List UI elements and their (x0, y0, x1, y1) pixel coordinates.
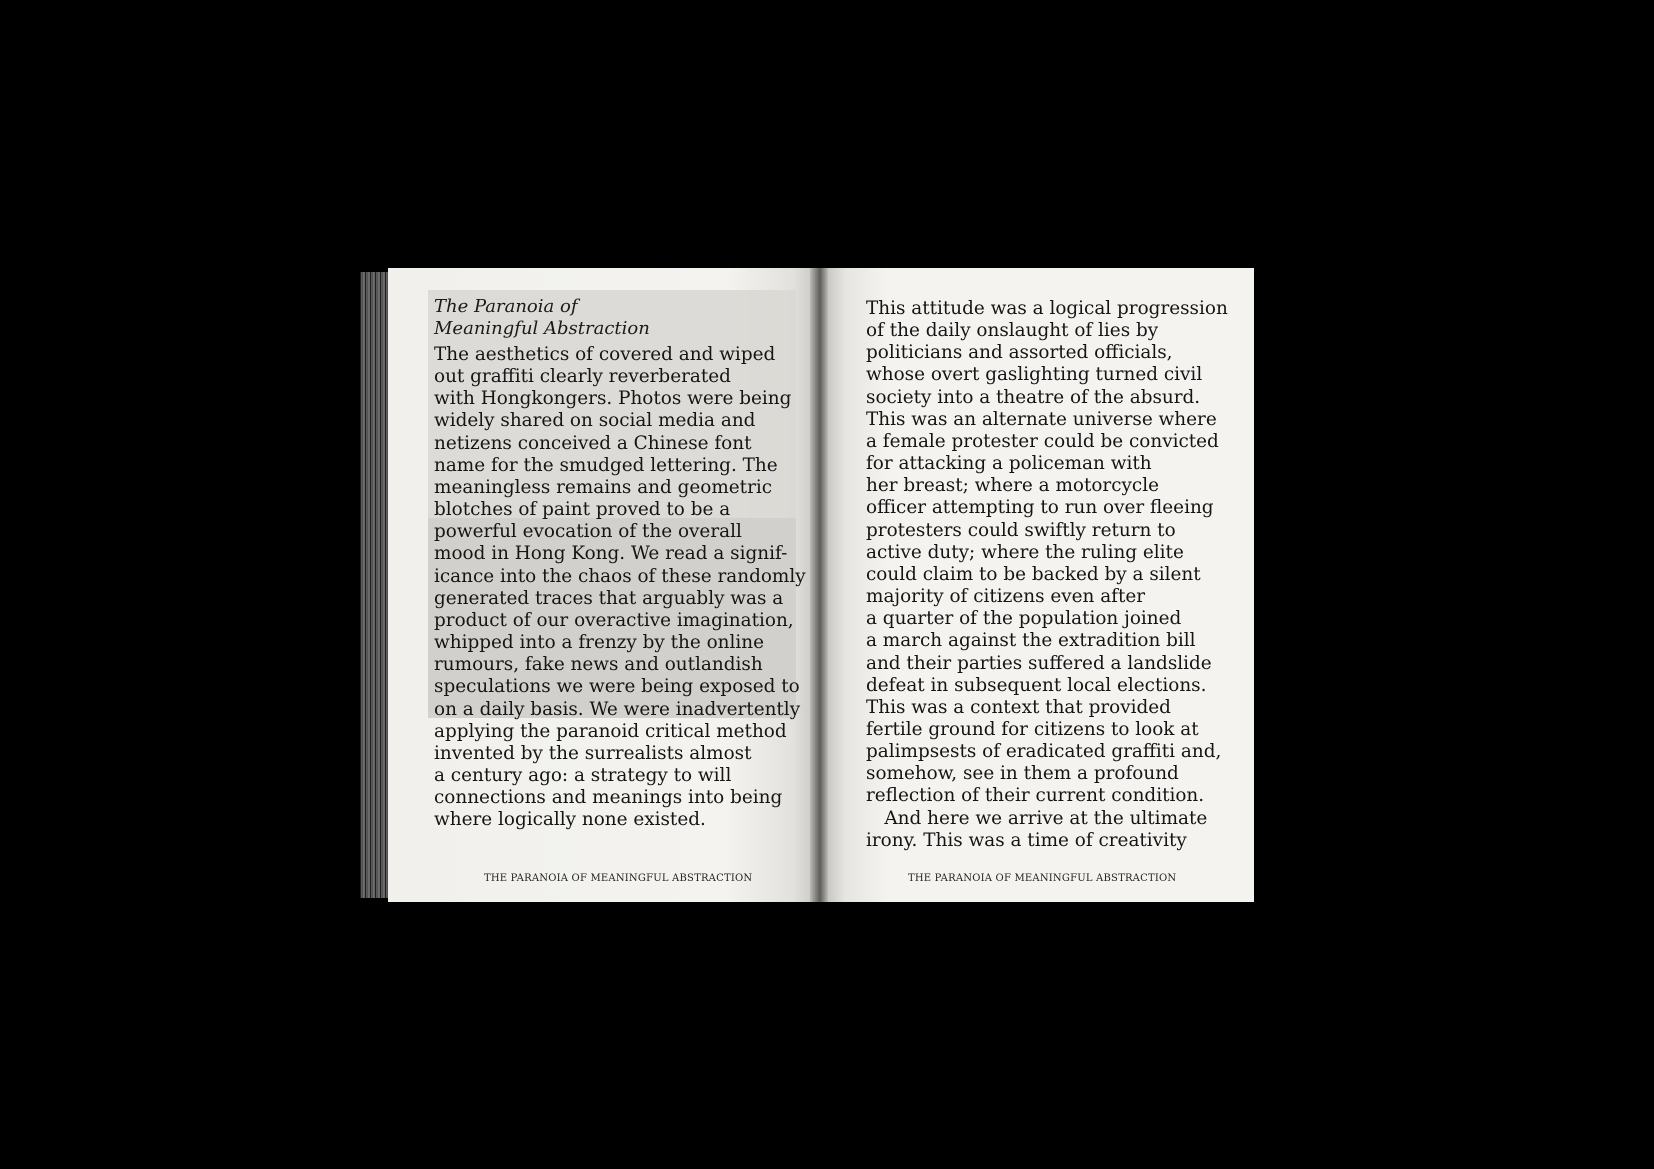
text-line: netizens conceived a Chinese font (434, 432, 752, 454)
text-line: generated traces that arguably was a (434, 587, 784, 609)
text-line: This was an alternate universe where (866, 408, 1217, 430)
text-line: applying the paranoid critical method (434, 720, 787, 742)
text-line: meaningless remains and geometric (434, 476, 773, 498)
text-line: palimpsests of eradicated graffiti and, (866, 741, 1222, 763)
text-line: powerful evocation of the overall (434, 521, 742, 543)
text-line: This attitude was a logical progression (866, 298, 1228, 319)
left-page (388, 268, 810, 902)
text-line: connections and meanings into being (434, 787, 783, 809)
text-line: a century ago: a strategy to will (434, 764, 732, 786)
text-line: speculations we were being exposed to (434, 676, 800, 698)
text-line: of the daily onslaught of lies by (866, 320, 1159, 342)
text-line: on a daily basis. We were inadvertently (434, 698, 801, 720)
text-line: with Hongkongers. Photos were being (434, 388, 792, 410)
text-line: product of our overactive imagination, (434, 609, 794, 631)
text-line: society into a theatre of the absurd. (866, 386, 1201, 408)
text-line: a female protester could be convicted (866, 430, 1219, 452)
text-line: mood in Hong Kong. We read a signif- (434, 543, 788, 565)
text-line: active duty; where the ruling elite (866, 541, 1184, 563)
text-line: whipped into a frenzy by the online (434, 632, 764, 654)
text-line: irony. This was a time of creativity (866, 829, 1187, 851)
text-line: and their parties suffered a landslide (866, 652, 1212, 674)
text-line: somehow, see in them a profound (866, 763, 1179, 785)
text-line: This was a context that provided (866, 696, 1171, 718)
text-line: The aesthetics of covered and wiped (434, 344, 776, 365)
text-line: defeat in subsequent local elections. (866, 674, 1207, 696)
right-page (828, 268, 1254, 902)
left-running-footer: THE PARANOIA OF MEANINGFUL ABSTRACTION (484, 873, 753, 884)
text-line: out graffiti clearly reverberated (434, 366, 731, 388)
text-line: icance into the chaos of these randomly (434, 565, 806, 587)
text-line: protesters could swiftly return to (866, 519, 1176, 541)
text-line: name for the smudged lettering. The (434, 454, 778, 476)
text-line: could claim to be backed by a silent (866, 563, 1201, 585)
text-line: reflection of their current condition. (866, 785, 1205, 807)
right-running-footer: THE PARANOIA OF MEANINGFUL ABSTRACTION (908, 873, 1177, 884)
chapter-title: The Paranoia of Meaningful Abstraction (434, 296, 650, 339)
right-body-text (866, 298, 1228, 852)
text-line: her breast; where a motorcycle (866, 475, 1159, 497)
text-line: whose overt gaslighting turned civil (866, 364, 1203, 386)
text-line: fertile ground for citizens to look at (866, 718, 1199, 740)
text-line: blotches of paint proved to be a (434, 499, 731, 521)
text-line: widely shared on social media and (434, 410, 756, 432)
left-body-text (434, 344, 806, 831)
text-line: where logically none existed. (434, 809, 706, 831)
text-line: a quarter of the population joined (866, 608, 1182, 630)
open-book (360, 268, 1254, 902)
text-line: rumours, fake news and outlandish (434, 654, 763, 676)
text-line: for attacking a policeman with (866, 453, 1152, 475)
text-line: majority of citizens even after (866, 586, 1146, 608)
text-line: invented by the surrealists almost (434, 742, 752, 764)
book-gutter (810, 268, 828, 902)
text-line: a march against the extradition bill (866, 630, 1196, 652)
text-line: politicians and assorted officials, (866, 342, 1173, 364)
text-line: officer attempting to run over fleeing (866, 497, 1214, 519)
text-line: And here we arrive at the ultimate (866, 807, 1208, 829)
